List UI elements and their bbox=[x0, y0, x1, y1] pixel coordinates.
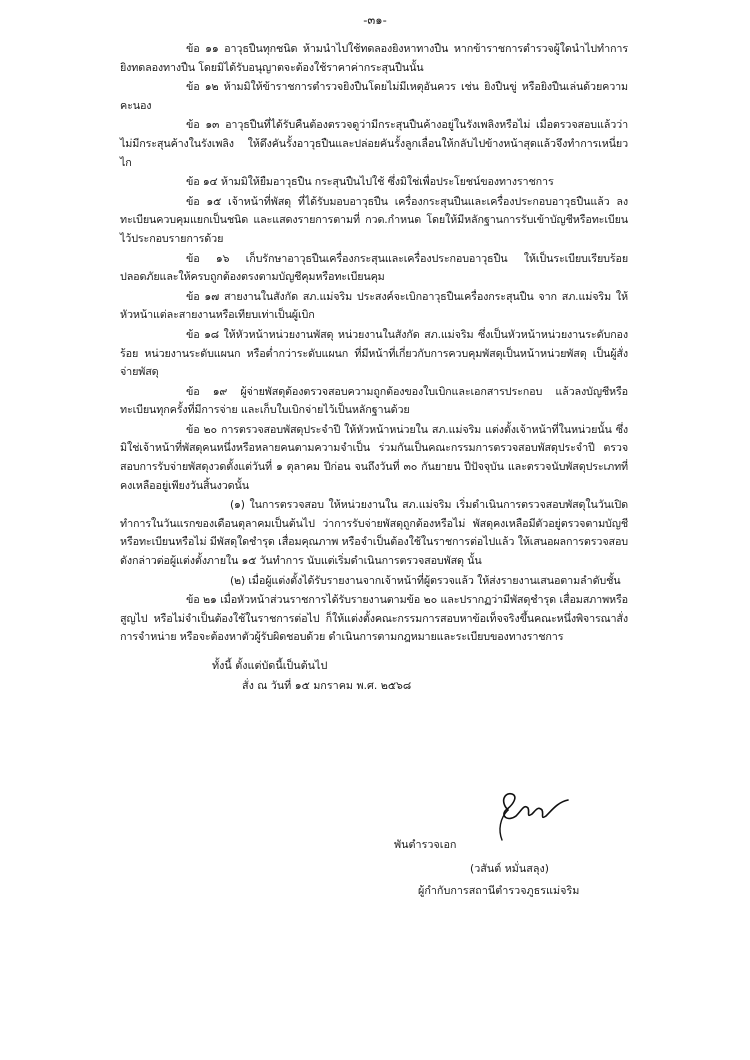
clause-20-sub-2: (๒) เมื่อผู้แต่งตั้งได้รับรายงานจากเจ้าหน้าที่ผู้ตรวจแล้ว ให้ส่งรายงานเสนอตามลำดับชั้น bbox=[230, 573, 621, 587]
clause-16: ข้อ ๑๖ เก็บรักษาอาวุธปืนเครื่องกระสุนและเครื่องประกอบอาวุธปืน ให้เป็นระเบียบเรียบร้อย ปลอดภัยและให้ครบถูกต้องตรงตามบัญชีคุมหรือทะเบียนคุม bbox=[120, 251, 628, 284]
clause-20: ข้อ ๒๐ การตรวจสอบพัสดุประจำปี ให้หัวหน้าหน่วยใน สภ.แม่จริม แต่งตั้งเจ้าหน้าที่ในหน่วยนั้น ซึ่งมิใช่เจ้าหน้าที่พัสดุคนหนึ่งหรือหลายคนตามความจำเป็น ร่วมกันเป็นคณะกรรมการตรวจสอบพัสดุประจำปี ตรวจสอบการรับจ่ายพัสดุงวดตั้งแต่วันที่ ๑ ตุลาคม ปีก่อน จนถึงวันที่ ๓๐ กันยายน ปีปัจจุบัน และตรวจนับพัสดุประเภทที่คงเหลืออยู่เพียงวันสิ้นงวดนั้น bbox=[120, 422, 628, 492]
clause-17: ข้อ ๑๗ สายงานในสังกัด สภ.แม่จริม ประสงค์จะเบิกอาวุธปืนเครื่องกระสุนปืน จาก สภ.แม่จริม ให้หัวหน้าแต่ละสายงานหรือเทียบเท่าเป็นผู้เบิก bbox=[120, 289, 628, 322]
signer-name: (วสันต์ หมั่นสลุง) bbox=[470, 862, 549, 875]
effective-statement: ทั้งนี้ ตั้งแต่บัดนี้เป็นต้นไป bbox=[212, 659, 328, 672]
clause-15: ข้อ ๑๕ เจ้าหน้าที่พัสดุ ที่ได้รับมอบอาวุธปืน เครื่องกระสุนปืนและเครื่องประกอบอาวุธปืนแล้ว ลงทะเบียนควบคุมแยกเป็นชนิด และแสดงรายการตามที่ กวด.กำหนด โดยให้มีหลักฐานการรับเข้าบัญชีหรือทะเบียนไว้ประกอบรายการด้วย bbox=[120, 194, 628, 245]
handwritten-signature bbox=[478, 770, 578, 850]
clause-20-sub-1: (๑) ในการตรวจสอบ ให้หน่วยงานใน สภ.แม่จริม เริ่มดำเนินการตรวจสอบพัสดุในวันเปิดทำการในวันแรกของเดือนตุลาคมเป็นต้นไป ว่าการรับจ่ายพัสดุถูกต้องหรือไม่ พัสดุคงเหลือมีตัวอยู่ตรวจตามบัญชีหรือทะเบียนหรือไม่ มีพัสดุใดชำรุด เสื่อมคุณภาพ หรือจำเป็นต้องใช้ในราชการต่อไปแล้ว ให้เสนอผลการตรวจสอบดังกล่าวต่อผู้แต่งตั้งภายใน ๑๕ วันทำการ นับแต่เริ่มดำเนินการตรวจสอบพัสดุ นั้น bbox=[120, 498, 628, 568]
order-date: สั่ง ณ วันที่ ๑๕ มกราคม พ.ศ. ๒๕๖๘ bbox=[242, 679, 412, 692]
order-body bbox=[120, 40, 628, 648]
clause-19: ข้อ ๑๙ ผู้จ่ายพัสดุต้องตรวจสอบความถูกต้องของใบเบิกและเอกสารประกอบ แล้วลงบัญชีหรือทะเบียนทุกครั้งที่มีการจ่าย และเก็บใบเบิกจ่ายไว้เป็นหลักฐานด้วย bbox=[120, 384, 628, 417]
clause-13: ข้อ ๑๓ อาวุธปืนที่ได้รับคืนต้องตรวจดูว่ามีกระสุนปืนค้างอยู่ในรังเพลิงหรือไม่ เมื่อตรวจสอบแล้วว่าไม่มีกระสุนค้างในรังเพลิง ให้ดึงคันรั้งอาวุธปืนและปล่อยคันรั้งลูกเลื่อนให้กลับไปข้างหน้าสุดแล้วจึงทำการเหนี่ยวไก bbox=[120, 118, 628, 169]
signer-title: ผู้กำกับการสถานีตำรวจภูธรแม่จริม bbox=[418, 884, 580, 897]
clause-14: ข้อ ๑๔ ห้ามมิให้ยืมอาวุธปืน กระสุนปืนไปใช้ ซึ่งมิใช่เพื่อประโยชน์ของทางราชการ bbox=[186, 175, 554, 189]
page-number: -๓๑- bbox=[363, 13, 387, 27]
clause-12: ข้อ ๑๒ ห้ามมิให้ข้าราชการตำรวจยิงปืนโดยไม่มีเหตุอันควร เช่น ยิงปืนขู่ หรือยิงปืนเล่นด้วยความคะนอง bbox=[120, 80, 628, 112]
clause-11: ข้อ ๑๑ อาวุธปืนทุกชนิด ห้ามนำไปใช้ทดลองยิงหาทางปืน หากข้าราชการตำรวจผู้ใดนำไปทำการยิงทดลองทางปืน โดยมิได้รับอนุญาตจะต้องใช้ราคาค่ากระสุนปืนนั้น bbox=[120, 42, 628, 74]
clause-21: ข้อ ๒๑ เมื่อหัวหน้าส่วนราชการได้รับรายงานตามข้อ ๒๐ และปรากฏว่ามีพัสดุชำรุด เสื่อมสภาพหรือสูญไป หรือไม่จำเป็นต้องใช้ในราชการต่อไป ก็ให้แต่งตั้งคณะกรรมการสอบหาข้อเท็จจริงขึ้นคณะหนึ่งพิจารณาสั่งการจำหน่าย หรือจะต้องหาตัวผู้รับผิดชอบด้วย ดำเนินการตามกฎหมายและระเบียบของทางราชการ bbox=[120, 593, 628, 644]
signer-rank: พันตำรวจเอก bbox=[394, 838, 457, 851]
clause-18: ข้อ ๑๘ ให้หัวหน้าหน่วยงานพัสดุ หน่วยงานในสังกัด สภ.แม่จริม ซึ่งเป็นหัวหน้าหน่วยงานระดับกองร้อย หน่วยงานระดับแผนก หรือต่ำกว่าระดับแผนก ที่มีหน้าที่เกี่ยวกับการควบคุมพัสดุเป็นหน้าหน่วยพัสดุ เป็นผู้สั่งจ่ายพัสดุ bbox=[120, 327, 628, 379]
closing-block bbox=[212, 656, 612, 696]
